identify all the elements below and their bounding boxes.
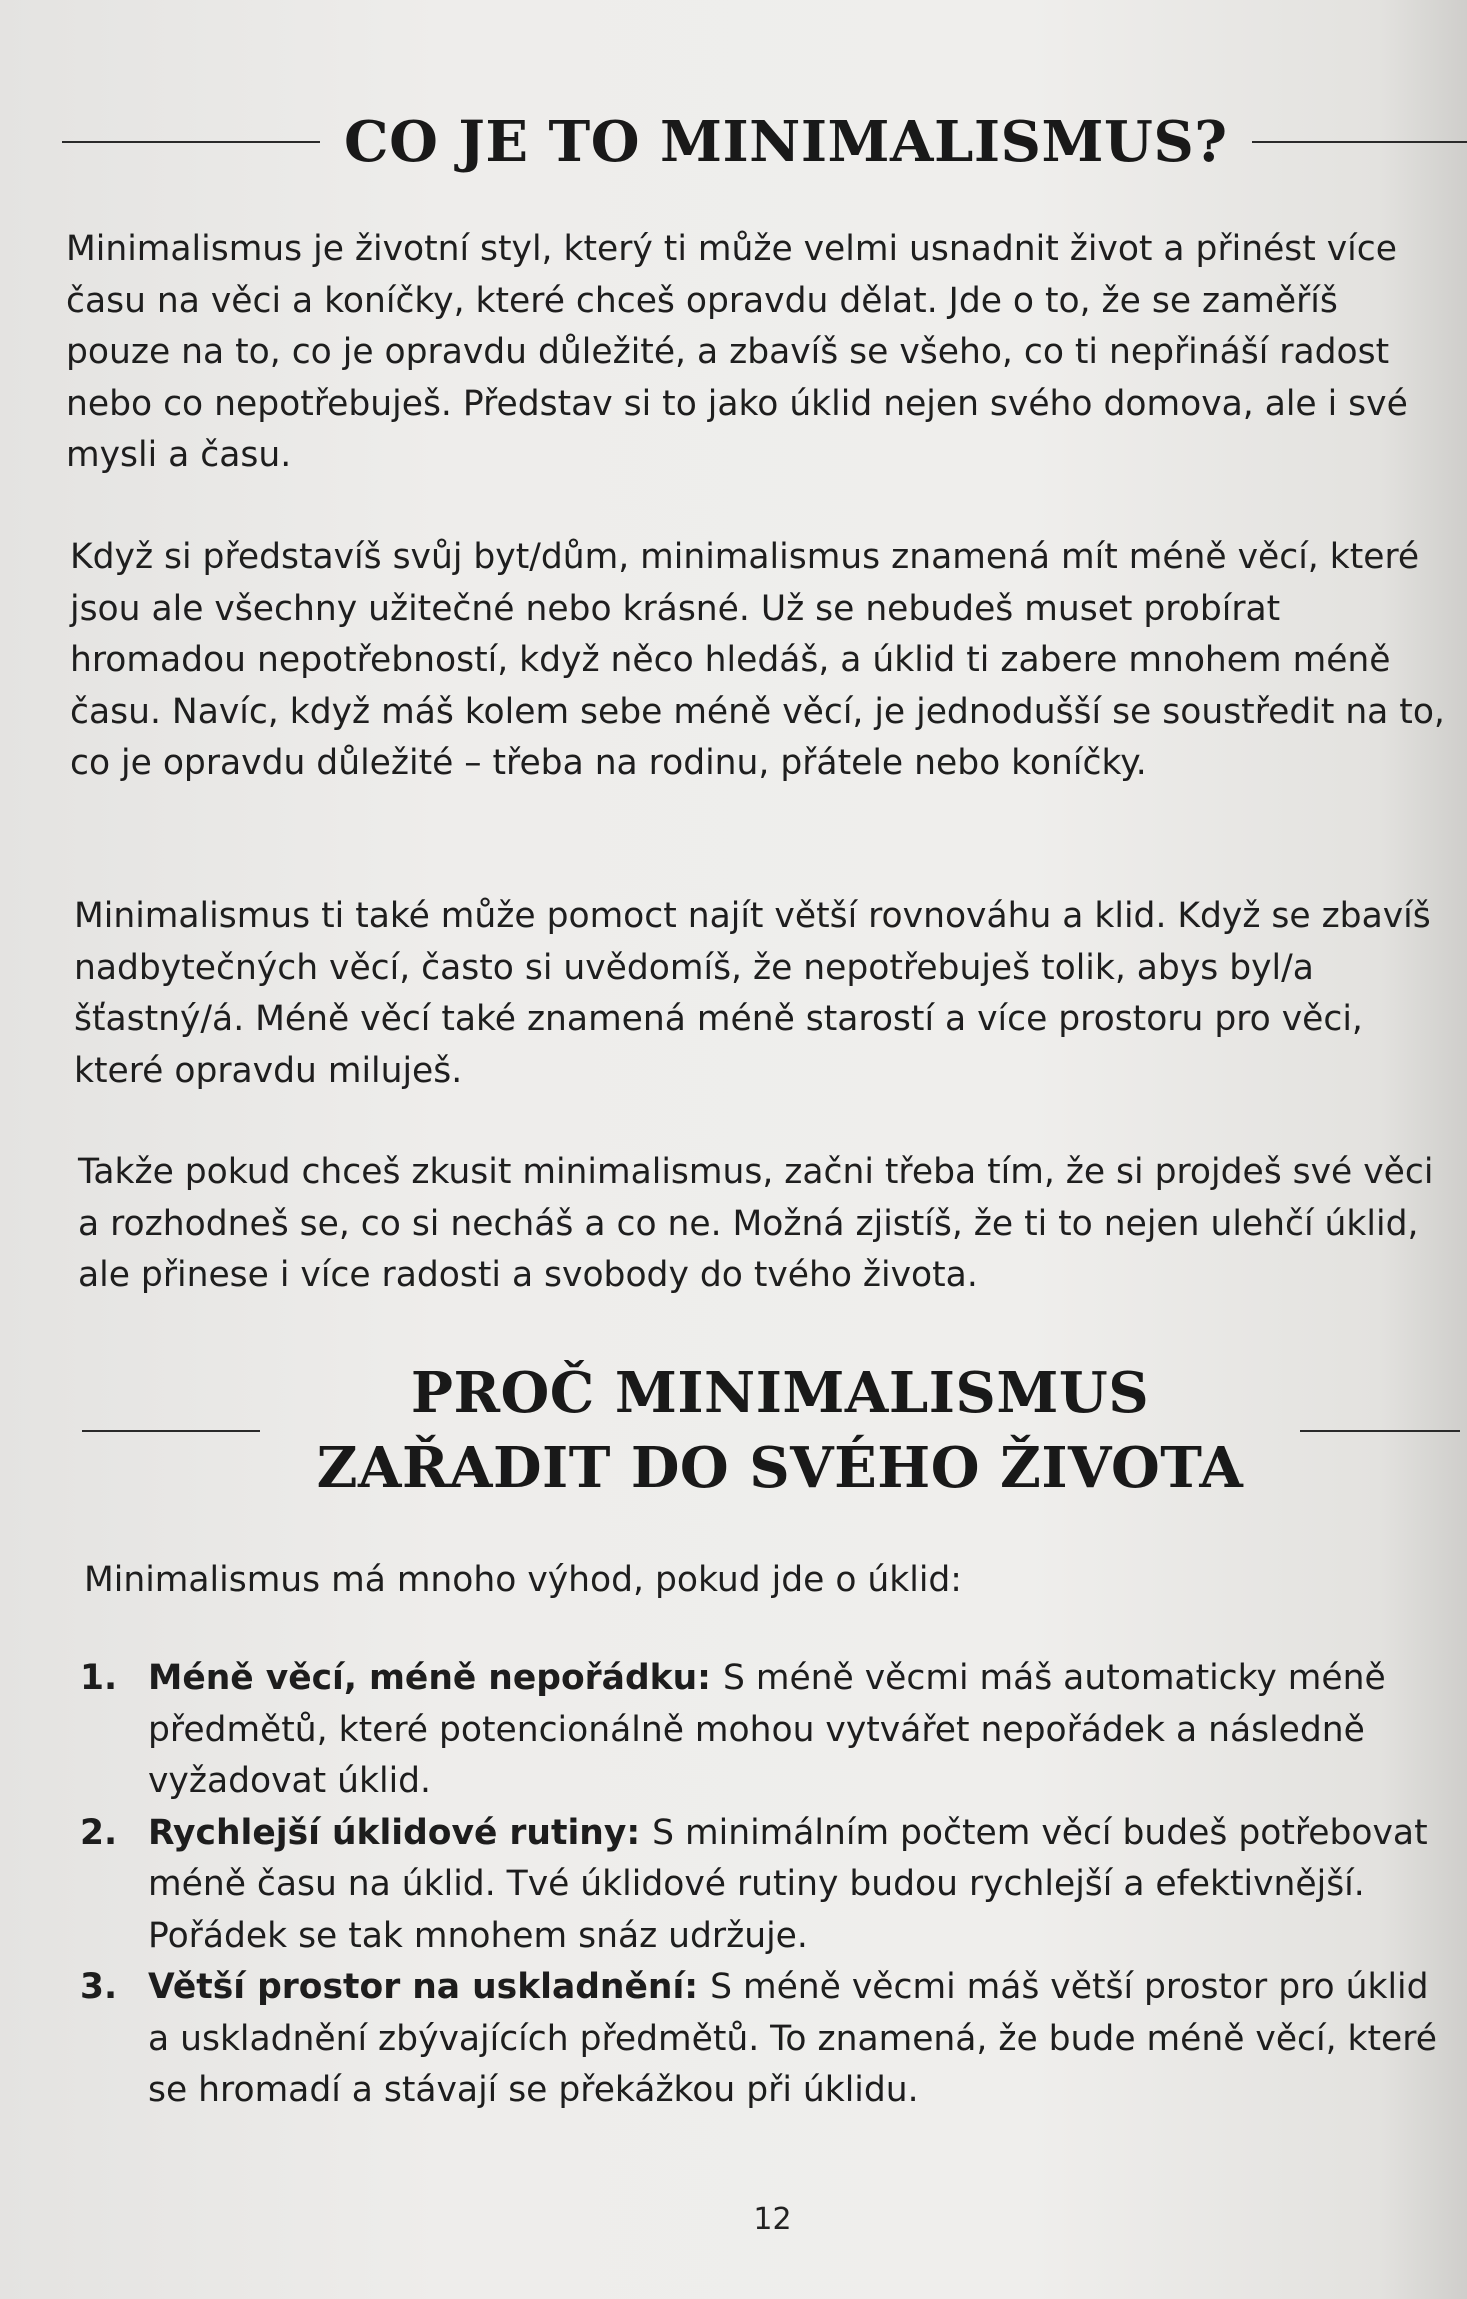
heading-rule-right: [1300, 1430, 1460, 1432]
list-item-number: 3.: [80, 1967, 118, 2007]
list-intro: Minimalismus má mnoho výhod, pokud jde o úklid:: [84, 1560, 962, 1600]
heading-rule-left: [82, 1430, 260, 1432]
paragraph: Když si představíš svůj byt/dům, minimalismus znamená mít méně věcí, které jsou ale všechny užitečné nebo krásné. Už se nebudeš muset probírat hromadou nepotřebností, když něco hledáš, a úklid ti zabere mnohem méně času. Navíc, když máš kolem sebe méně věcí, je jednodušší se soustředit na to, co je opravdu důležité – třeba na rodinu, přátele nebo koníčky.: [70, 537, 1445, 783]
list-item-text: S méně věcmi máš automaticky méně předmětů, které potencionálně mohou vytvářet nepořádek a následně vyžadovat úklid.: [148, 1658, 1386, 1801]
section-heading: PROČ MINIMALISMUS ZAŘADIT DO SVÉHO ŽIVOTA: [316, 1360, 1244, 1501]
page-number: 12: [753, 2202, 792, 2237]
section-heading: CO JE TO MINIMALISMUS?: [344, 109, 1228, 175]
heading-rule-left: [62, 141, 320, 143]
list-item-number: 2.: [80, 1812, 118, 1853]
list-item-text: S minimálním počtem věcí budeš potřebovat méně času na úklid. Tvé úklidové rutiny budou rychlejší a efektivnější. Pořádek se tak mnohem snáz udržuje.: [148, 1812, 1428, 1956]
list-item: [80, 1962, 1460, 2117]
list-item: [80, 1653, 1460, 1808]
section-heading-row: [82, 1356, 1467, 1506]
benefits-list: [80, 1653, 1460, 2117]
paragraph: Takže pokud chceš zkusit minimalismus, začni třeba tím, že si projdeš své věci a rozhodneš se, co si necháš a co ne. Možná zjistíš, že ti to nejen ulehčí úklid, ale přinese i více radosti a svobody do tvého života.: [78, 1152, 1434, 1295]
heading-rule-right: [1252, 141, 1467, 143]
paragraph: Minimalismus je životní styl, který ti může velmi usnadnit život a přinést více času na věci a koníčky, které chceš opravdu dělat. Jde o to, že se zaměříš pouze na to, co je opravdu důležité, a zbavíš se všeho, co ti nepřináší radost nebo co nepotřebuješ. Představ si to jako úklid nejen svého domova, ale i své mysli a času.: [66, 229, 1408, 475]
list-item-text: S méně věcmi máš větší prostor pro úklid a uskladnění zbývajících předmětů. To znamená, že bude méně věcí, které se hromadí a stávají se překážkou při úklidu.: [148, 1967, 1437, 2110]
list-item-number: 1.: [80, 1658, 118, 1698]
section-heading-row: [62, 108, 1452, 176]
list-item-title: Větší prostor na uskladnění:: [148, 1967, 711, 2007]
list-item-title: Méně věcí, méně nepořádku:: [148, 1658, 723, 1698]
list-item-title: Rychlejší úklidové rutiny:: [148, 1812, 653, 1853]
list-item: [80, 1808, 1460, 1963]
paragraph: Minimalismus ti také může pomoct najít větší rovnováhu a klid. Když se zbavíš nadbytečných věcí, často si uvědomíš, že nepotřebuješ tolik, abys byl/a šťastný/á. Méně věcí také znamená méně starostí a více prostoru pro věci, které opravdu miluješ.: [74, 896, 1431, 1091]
